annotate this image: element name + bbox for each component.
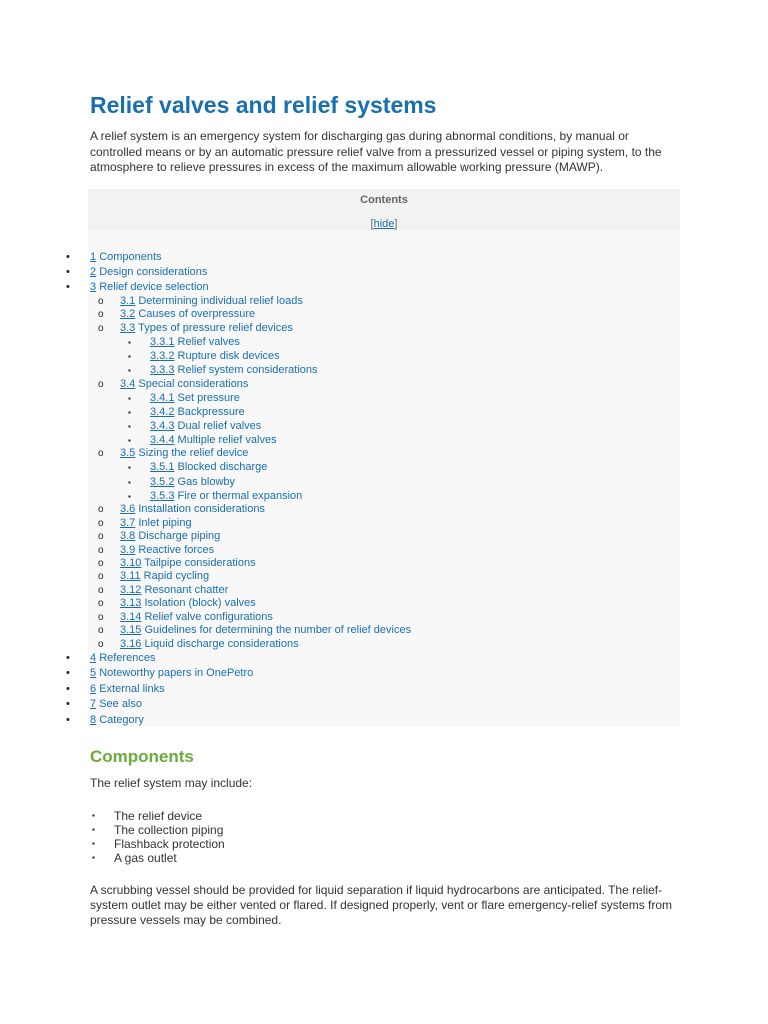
- toc-label: Reactive forces: [138, 544, 215, 556]
- toc-label: Category: [99, 714, 144, 726]
- toc-label: Backpressure: [177, 406, 245, 418]
- toc-link[interactable]: [150, 364, 318, 377]
- toc-link[interactable]: [90, 667, 253, 680]
- toc-bullet: •: [66, 698, 70, 710]
- toc-label: Relief valve configurations: [144, 611, 273, 623]
- toc-hide-bracket-right: ]: [394, 218, 398, 230]
- toc-label: Set pressure: [177, 392, 240, 404]
- toc-link[interactable]: [120, 322, 293, 335]
- toc-number: 3.2: [120, 308, 136, 320]
- list-bullet: ▪: [92, 839, 95, 848]
- toc-bullet: ▪: [128, 338, 131, 347]
- toc-label: Components: [99, 251, 162, 263]
- toc-number: 3.5: [120, 447, 136, 459]
- toc-link[interactable]: [120, 638, 299, 651]
- list-item: Flashback protection: [114, 837, 225, 851]
- toc-link[interactable]: [90, 698, 142, 711]
- toc-link[interactable]: [90, 281, 209, 294]
- toc-bullet: ▪: [128, 422, 131, 431]
- toc-number: 3.7: [120, 517, 136, 529]
- toc-link[interactable]: [120, 597, 256, 610]
- toc-bullet: o: [98, 639, 104, 650]
- toc-number: 3.12: [120, 584, 142, 596]
- toc-number: 7: [90, 698, 97, 710]
- toc-bullet: o: [98, 571, 104, 582]
- toc-link[interactable]: [150, 490, 302, 503]
- toc-heading: Contents: [360, 194, 408, 206]
- toc-bullet: o: [98, 309, 104, 320]
- list-item: The relief device: [114, 809, 203, 823]
- toc-bullet: o: [98, 296, 104, 307]
- toc-label: Special considerations: [138, 378, 249, 390]
- toc-hide-link[interactable]: hide: [373, 218, 395, 230]
- toc-hide-control: [88, 218, 680, 230]
- toc-label: Noteworthy papers in OnePetro: [99, 667, 254, 679]
- toc-link[interactable]: [120, 530, 220, 543]
- toc-link[interactable]: [150, 434, 277, 447]
- toc-bullet: •: [66, 251, 70, 263]
- components-paragraph: A scrubbing vessel should be provided for liquid separation if liquid hydrocarbons are anticipated. The relief-system outlet may be either vented or flared. If designed properly, vent or flare emergency-relief systems from pressure vessels may be combined.: [90, 883, 673, 927]
- toc-label: Causes of overpressure: [138, 308, 256, 320]
- toc-link[interactable]: [120, 378, 248, 391]
- toc-number: 3: [90, 281, 97, 293]
- toc-link[interactable]: [150, 392, 240, 405]
- toc-label: Resonant chatter: [144, 584, 229, 596]
- list-bullet: ▪: [92, 825, 95, 834]
- toc-number: 2: [90, 266, 97, 278]
- toc-number: 3.4.3: [150, 420, 175, 432]
- toc-label: Multiple relief valves: [177, 434, 277, 446]
- toc-label: Installation considerations: [138, 503, 265, 515]
- toc-bullet: o: [98, 323, 104, 334]
- toc-number: 3.1: [120, 295, 136, 307]
- toc-label: Liquid discharge considerations: [144, 638, 299, 650]
- toc-link[interactable]: [120, 557, 256, 570]
- toc-hide-bracket-left: [: [370, 218, 374, 230]
- toc-number: 3.3.1: [150, 336, 175, 348]
- toc-number: 3.5.1: [150, 461, 175, 473]
- toc-bullet: o: [98, 558, 104, 569]
- toc-label: Rapid cycling: [143, 570, 210, 582]
- toc-number: 3.11: [120, 570, 141, 582]
- toc-label: Design considerations: [99, 266, 208, 278]
- components-lead: The relief system may include:: [90, 776, 253, 790]
- toc-number: 3.5.3: [150, 490, 175, 502]
- toc-link[interactable]: [90, 266, 207, 279]
- toc-label: Isolation (block) valves: [144, 597, 256, 609]
- toc-link[interactable]: [120, 570, 209, 583]
- toc-label: Inlet piping: [138, 517, 192, 529]
- toc-label: Rupture disk devices: [177, 350, 280, 362]
- toc-label: Relief system considerations: [177, 364, 318, 376]
- toc-link[interactable]: [90, 251, 162, 264]
- toc-link[interactable]: [90, 683, 165, 696]
- toc-bullet: ▪: [128, 366, 131, 375]
- toc-link[interactable]: [90, 652, 155, 665]
- toc-bullet: ▪: [128, 436, 131, 445]
- toc-bullet: ▪: [128, 463, 131, 472]
- toc-link[interactable]: [150, 336, 240, 349]
- toc-link[interactable]: [120, 544, 214, 557]
- toc-bullet: o: [98, 545, 104, 556]
- toc-number: 1: [90, 251, 97, 263]
- toc-bullet: •: [66, 281, 70, 293]
- toc-number: 3.15: [120, 624, 142, 636]
- list-item: The collection piping: [114, 823, 224, 837]
- toc-number: 3.5.2: [150, 476, 175, 488]
- toc-bullet: ▪: [128, 408, 131, 417]
- toc-link[interactable]: [120, 308, 255, 321]
- toc-label: Dual relief valves: [177, 420, 262, 432]
- toc-label: Types of pressure relief devices: [138, 322, 293, 334]
- toc-bullet: o: [98, 518, 104, 529]
- list-bullet: ▪: [92, 853, 95, 862]
- toc-number: 6: [90, 683, 97, 695]
- toc-number: 5: [90, 667, 97, 679]
- page-title: Relief valves and relief systems: [90, 92, 437, 118]
- toc-label: Gas blowby: [177, 476, 236, 488]
- toc-label: Blocked discharge: [177, 461, 268, 473]
- toc-number: 3.14: [120, 611, 142, 623]
- toc-link[interactable]: [150, 420, 261, 433]
- toc-label: Fire or thermal expansion: [177, 490, 303, 502]
- toc-number: 3.10: [120, 557, 142, 569]
- toc-bullet: ▪: [128, 352, 131, 361]
- toc-number: 3.9: [120, 544, 136, 556]
- toc-link[interactable]: [120, 295, 303, 308]
- toc-number: 3.3.2: [150, 350, 175, 362]
- toc-bullet: ▪: [128, 492, 131, 501]
- toc-number: 3.3: [120, 322, 136, 334]
- toc-bullet: o: [98, 448, 104, 459]
- toc-label: Discharge piping: [138, 530, 221, 542]
- toc-link[interactable]: [120, 447, 248, 460]
- toc-bullet: ▪: [128, 478, 131, 487]
- toc-link[interactable]: [150, 406, 245, 419]
- toc-number: 3.4.1: [150, 392, 175, 404]
- toc-link[interactable]: [120, 584, 228, 597]
- toc-link[interactable]: [150, 476, 235, 489]
- toc-bullet: ▪: [128, 394, 131, 403]
- toc-bullet: •: [66, 652, 70, 664]
- toc-label: Guidelines for determining the number of relief devices: [144, 624, 412, 636]
- toc-bullet: o: [98, 504, 104, 515]
- toc-label: References: [99, 652, 156, 664]
- toc-label: External links: [99, 683, 165, 695]
- toc-link[interactable]: [150, 461, 267, 474]
- toc-link[interactable]: [120, 517, 192, 530]
- toc-bullet: •: [66, 266, 70, 278]
- toc-label: Tailpipe considerations: [144, 557, 256, 569]
- toc-bullet: o: [98, 625, 104, 636]
- toc-label: Determining individual relief loads: [138, 295, 303, 307]
- section-heading-components: Components: [90, 747, 194, 766]
- toc-bullet: •: [66, 714, 70, 726]
- toc-label: See also: [99, 698, 142, 710]
- toc-label: Relief valves: [177, 336, 240, 348]
- toc-number: 3.4.4: [150, 434, 175, 446]
- toc-number: 3.3.3: [150, 364, 175, 376]
- toc-number: 8: [90, 714, 97, 726]
- toc-number: 3.6: [120, 503, 136, 515]
- toc-bullet: •: [66, 683, 70, 695]
- toc-number: 3.16: [120, 638, 142, 650]
- list-bullet: ▪: [92, 811, 95, 820]
- toc-link[interactable]: [120, 503, 265, 516]
- toc-link[interactable]: [120, 611, 273, 624]
- intro-paragraph: A relief system is an emergency system for discharging gas during abnormal conditions, by manual or controlled means or by an automatic pressure relief valve from a pressurized vessel or piping system, to the atmosphere to relieve pressures in excess of the maximum allowable working pressure (MAWP).: [90, 129, 662, 174]
- toc-bullet: o: [98, 585, 104, 596]
- toc-bullet: o: [98, 598, 104, 609]
- toc-link[interactable]: [120, 624, 411, 637]
- toc-link[interactable]: [90, 714, 144, 727]
- toc-number: 3.4: [120, 378, 136, 390]
- toc-link[interactable]: [150, 350, 280, 363]
- toc-number: 3.4.2: [150, 406, 175, 418]
- toc-label: Relief device selection: [99, 281, 209, 293]
- toc-bullet: o: [98, 531, 104, 542]
- toc-bullet: o: [98, 379, 104, 390]
- toc-number: 4: [90, 652, 97, 664]
- toc-number: 3.8: [120, 530, 136, 542]
- toc-number: 3.13: [120, 597, 142, 609]
- list-item: A gas outlet: [114, 851, 177, 865]
- toc-bullet: o: [98, 612, 104, 623]
- toc-bullet: •: [66, 667, 70, 679]
- toc-label: Sizing the relief device: [138, 447, 249, 459]
